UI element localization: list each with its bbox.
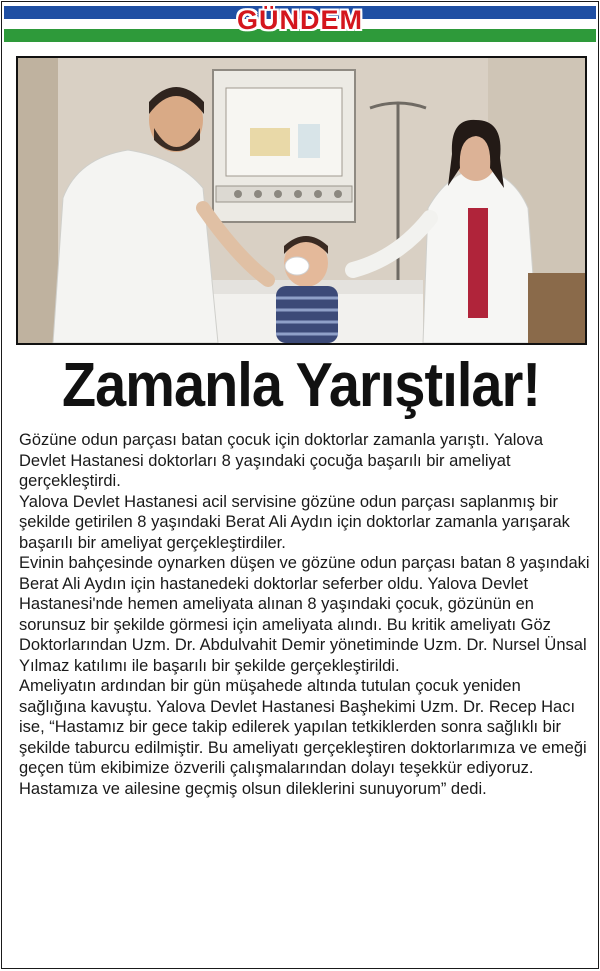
article-paragraph: Ameliyatın ardından bir gün müşahede altında tutulan çocuk yeniden sağlığına kavuştu. Yalova Devlet Hastanesi Başhekimi Uzm. Dr. Recep Hacı ise, “Hastamız bir gece takip edilerek yapılan tetkiklerden sonra sağlıklı bir şekilde taburcu edilmiştir. Bu ameliyatı gerçekleştiren doktorlarımıza ve emeği geçen tüm ekibimize özverili çalışmalarından dolayı teşekkür ediyoruz. Hastamıza ve ailesine geçmiş olsun dileklerini sunuyorum” dedi. [19,677,587,798]
article-body [19,430,591,799]
outlet [294,190,302,198]
humidifier [298,124,320,158]
outlet [314,190,322,198]
section-label: GÜNDEM [237,5,363,35]
female-doctor-top [468,208,488,318]
hospital-photo [18,58,585,343]
eye-bandage [285,257,309,275]
news-clipping [1,1,599,969]
oxygen-flowmeter [250,128,290,156]
outlet [334,190,342,198]
curtain [18,58,58,343]
outlet [234,190,242,198]
article-paragraph: Evinin bahçesinde oynarken düşen ve gözüne odun parçası batan 8 yaşındaki Berat Ali Aydın için hastanedeki doktorlar seferber oldu. Yalova Devlet Hastanesi'nde hemen ameliyata alınan 8 yaşındaki çocuk, gözünün en sorunsuz bir şekilde görmesi için ameliyata alındı. Bu kritik ameliyatı Göz Doktorlarından Uzm. Dr. Abdulvahit Demir yönetiminde Uzm. Dr. Nursel Ünsal Yılmaz katılımı ile başarılı bir şekilde gerçekleştirildi. [19,554,590,675]
male-doctor-coat [53,150,218,343]
section-header-band [4,6,596,42]
headline: Zamanla Yarıştılar! [61,351,541,420]
chair [528,273,585,343]
article-paragraph: Yalova Devlet Hastanesi acil servisine gözüne odun parçası saplanmış bir şekilde getirilen 8 yaşındaki Berat Ali Aydın için doktorlar zamanla yarışarak başarılı bir ameliyat gerçekleştirdiler. [19,492,570,552]
outlet [254,190,262,198]
article-paragraph: Gözüne odun parçası batan çocuk için doktorlar zamanla yarıştı. Yalova Devlet Hastanesi doktorları 8 yaşındaki çocuğa başarılı bir ameliyat gerçekleştirdi. [19,431,544,490]
news-photo [16,56,587,345]
outlet [274,190,282,198]
